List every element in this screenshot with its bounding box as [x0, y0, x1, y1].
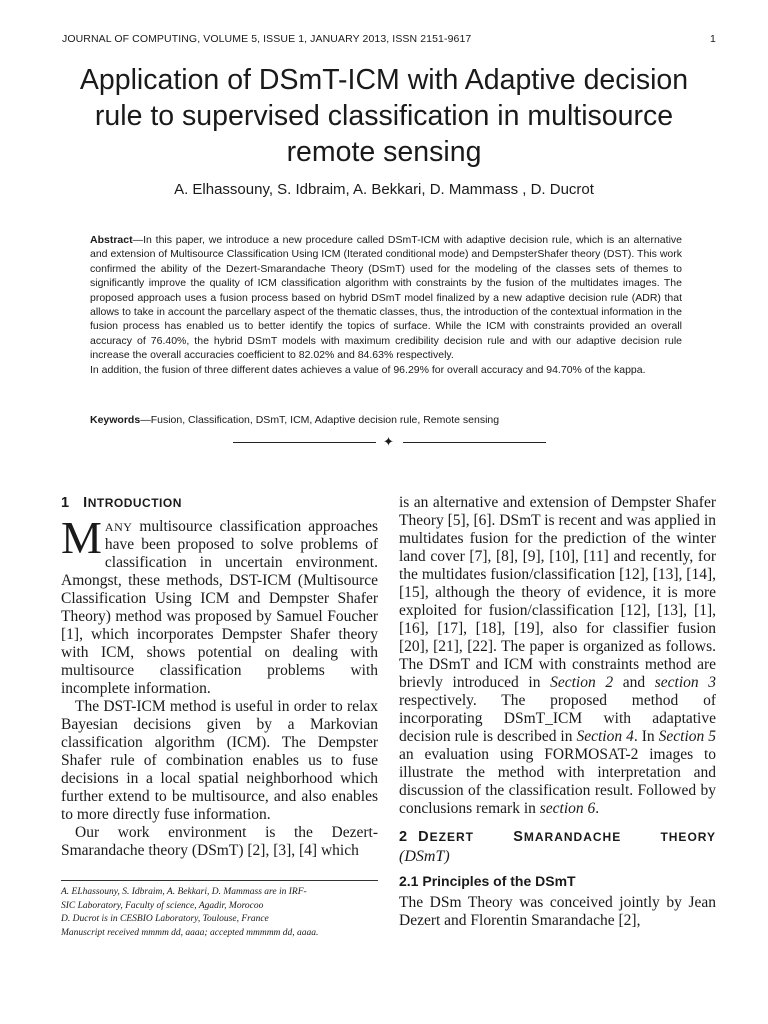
author-list: A. Elhassouny, S. Idbraim, A. Bekkari, D. Mammass , D. Ducrot: [174, 181, 594, 198]
divider-line-left: [233, 442, 376, 443]
section-2-word-1-rest: EZERT: [429, 830, 474, 844]
section-2-number: 2: [399, 829, 409, 845]
intro-paragraph-3: Our work environment is the Dezert-Smarandache theory (DSmT) [2], [3], [4] which: [61, 824, 378, 859]
subsection-2-1-heading: 2.1 Principles of the DSmT: [399, 873, 576, 889]
footnote-line-1: A. ELhassouny, S. Idbraim, A. Bekkari, D. Mammass are in IRF-: [61, 887, 307, 897]
abstract-text: —In this paper, we introduce a new procedure called DSmT-ICM with adaptive decision rule, which is an alternative and extension of Multisource Classification Using ICM (Iterated conditional mode) and DempsterShafer theory (DST). This work confirmed the ability of the Dezert-Smarandache Theory (DSmT) used for the modeling of the classes sets of themes to significantly improve the quality of ICM classification algorithm with constraints by the fusion of the multidates images. The proposed approach uses a fusion process based on hybrid DSmT model finalized by a new adaptive decision rule (ADR) that allows to take in account the parcellary aspect of the thematic classes, thus, the introduction of the contextual information in the fusion process has enabled us to better identify the topics of surface. While the ICM with constraints provided an overall accuracy of 76.40%, the hybrid DSmT models with maximum credibility decision rule and with our adaptive decision rule increase the overall accuracies coefficient to 82.02% and 84.63% respectively.: [90, 234, 682, 362]
divider-line-right: [403, 442, 546, 443]
section-1-heading: [61, 494, 378, 512]
intro-continuation-text-a: is an alternative and extension of Dempster Shafer Theory [5], [6]. DSmT is recent and was applied in multidates fusion for the prediction of the winter land cover [7], [8], [9], [10], [11] and recently, for the multidates fusion/classification [12], [13], [14], [15], although the theory of evidence, it is more exploited for fusion/classification [12], [13], [1], [16], [17], [18], [19], also for classifier fusion [20], [21], [22]. The paper is organized as follows. The DSmT and ICM with constraints method are brievly introduced in: [399, 494, 716, 691]
intro-continuation-text-f: .: [595, 800, 600, 817]
section-2-math-title: (DSmT): [399, 848, 450, 865]
section-divider: [233, 434, 546, 449]
right-column: [399, 494, 716, 930]
section-2-heading: [399, 828, 716, 846]
section-2-word-2-initial: S: [513, 829, 524, 845]
intro-continuation-text-c: respectively. The proposed method of incorporating DSmT_ICM with adaptative decision rule is described in: [399, 692, 716, 745]
section-1-number: 1: [61, 495, 70, 511]
ref-section-2[interactable]: Section 2: [550, 674, 614, 691]
divider-diamond-icon: ✦: [383, 434, 394, 449]
intro-paragraph-2: The DST-ICM method is useful in order to relax Bayesian decisions given by a Markovian classification algorithm (ICM). The Dempster Shafer rule of combination enables us to fuse decisions in a local spatial neighborhood which further extend to be multisource, and also enables to more directly fuse information.: [61, 698, 378, 823]
abstract-text-2: In addition, the fusion of three different dates achieves a value of 96.29% for overall accuracy and 94.70% of the kappa.: [90, 363, 646, 376]
section-1-title-initial: I: [83, 495, 88, 511]
intro-continuation-text-e: an evaluation using FORMOSAT-2 images to illustrate the method with interpretation and discussion of the classification result. Followed by conclusions remark in: [399, 746, 716, 817]
paper-title: [40, 62, 728, 170]
abstract: [90, 233, 682, 377]
page-number: 1: [710, 33, 716, 45]
section-2-word-3: THEORY: [660, 830, 716, 844]
section-1-title-rest: NTRODUCTION: [87, 496, 182, 510]
keywords-text: —Fusion, Classification, DSmT, ICM, Adaptive decision rule, Remote sensing: [140, 414, 500, 426]
running-head: [62, 33, 716, 45]
footnote: [61, 880, 378, 940]
ref-section-5[interactable]: Section 5: [658, 728, 717, 745]
ref-section-6[interactable]: section 6: [539, 800, 596, 817]
footnote-line-4: Manuscript received mmmm dd, aaaa; accepted mmmmm dd, aaaa.: [61, 927, 319, 938]
title-line-3: remote sensing: [286, 136, 482, 168]
section-2-word-1-initial: D: [418, 829, 430, 845]
ref-section-3[interactable]: section 3: [654, 674, 717, 691]
drop-cap-rest: ANY: [104, 520, 133, 534]
ref-section-4[interactable]: Section 4: [576, 728, 634, 745]
left-column: [61, 494, 378, 860]
drop-cap: M: [61, 512, 102, 563]
title-line-1: Application of DSmT-ICM with Adaptive decision: [79, 64, 689, 96]
keywords-label: Keywords: [90, 414, 141, 426]
section-2-paragraph-1: The DSm Theory was conceived jointly by Jean Dezert and Florentin Smarandache [2],: [399, 894, 716, 929]
title-line-2: rule to supervised classification in multisource: [94, 100, 674, 132]
intro-paragraph-1-text: multisource classification approaches have been proposed to solve problems of classification in uncertain environment. Amongst, these methods, DST-ICM (Multisource Classification Using ICM and Dempster Shafer Theory) method was proposed by Samuel Foucher [1], which incorporates Dempster Shafer theory with ICM, shows potential on dealing with multisource classification problems with incomplete information.: [61, 518, 378, 697]
intro-continuation: [399, 494, 716, 818]
intro-continuation-text-b: and: [613, 674, 655, 691]
intro-continuation-text-d: . In: [633, 728, 659, 745]
section-2-word-2-rest: MARANDACHE: [523, 830, 622, 844]
footnote-line-3: D. Ducrot is in CESBIO Laboratory, Toulouse, France: [61, 914, 269, 924]
journal-name: JOURNAL OF COMPUTING, VOLUME 5, ISSUE 1, JANUARY 2013, ISSN 2151-9617: [62, 33, 472, 45]
footnote-line-2: SIC Laboratory, Faculty of science, Agadir, Morocoo: [61, 900, 264, 911]
keywords: [90, 414, 682, 426]
intro-paragraph-1: [61, 512, 378, 698]
abstract-label: Abstract: [90, 234, 133, 246]
